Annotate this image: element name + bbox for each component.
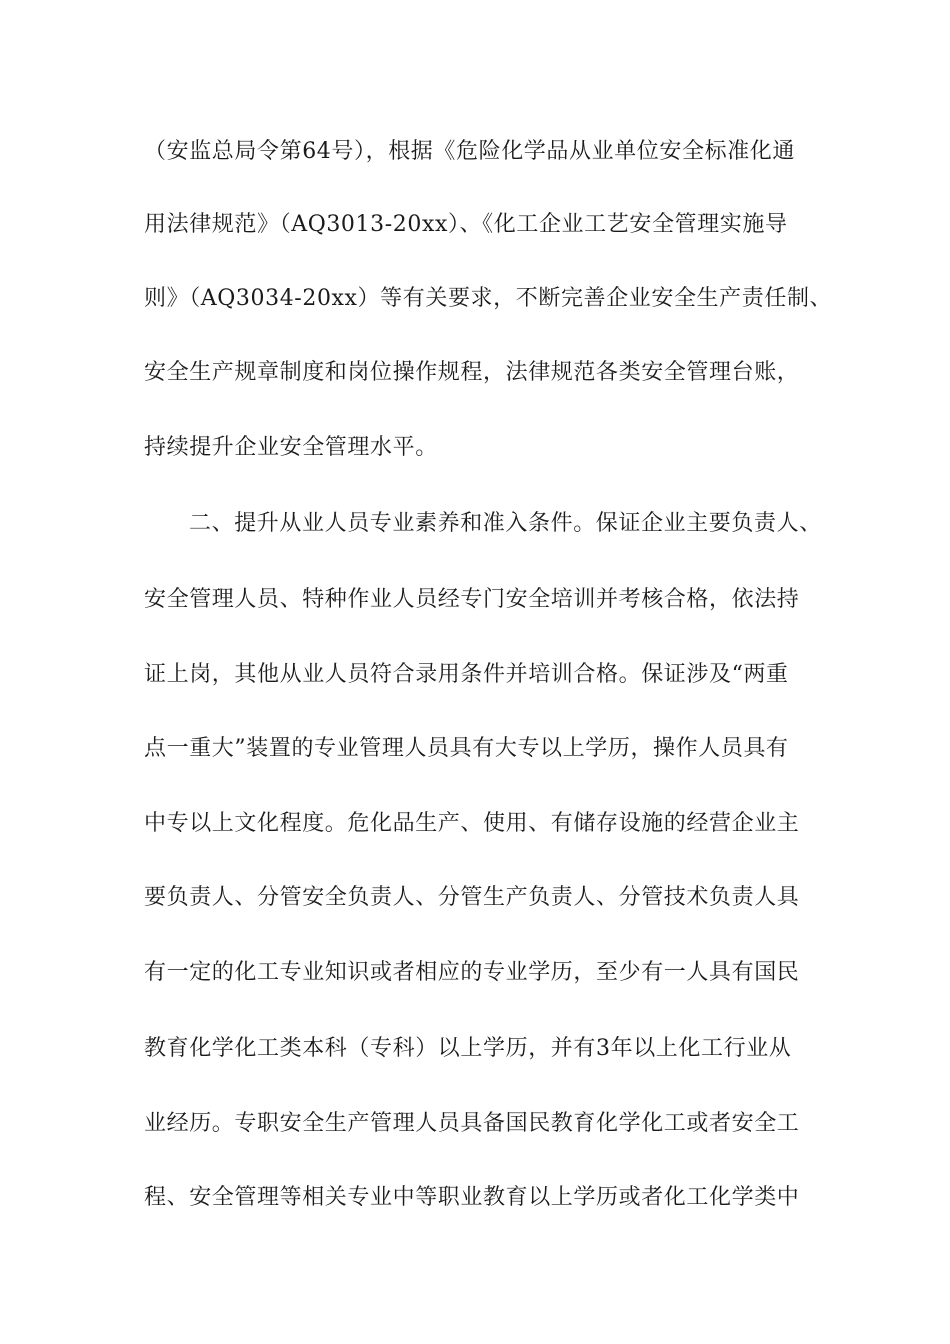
text-line: 业经历。专职安全生产管理人员具备国民教育化学化工或者安全工 (144, 1111, 800, 1136)
text-line: 证上岗，其他从业人员符合录用条件并培训合格。保证涉及“两重 (144, 662, 789, 687)
text-line: （安监总局令第64号），根据《危险化学品从业单位安全标准化通 (144, 139, 795, 164)
text-line: 持续提升企业安全管理水平。 (144, 435, 438, 460)
text-line: 中专以上文化程度。危化品生产、使用、有储存设施的经营企业主 (144, 811, 800, 836)
text-line: 安全管理人员、特种作业人员经专门安全培训并考核合格，依法持 (144, 587, 800, 612)
text-line: 程、安全管理等相关专业中等职业教育以上学历或者化工化学类中 (144, 1185, 800, 1210)
text-line: 要负责人、分管安全负责人、分管生产负责人、分管技术负责人具 (144, 885, 800, 910)
text-line: 则》（AQ3034-20xx）等有关要求，不断完善企业安全生产责任制、 (144, 286, 833, 311)
text-line: 有一定的化工专业知识或者相应的专业学历，至少有一人具有国民 (144, 960, 800, 985)
text-line: 教育化学化工类本科（专科）以上学历，并有3年以上化工行业从 (144, 1036, 792, 1061)
text-line: 点一重大”装置的专业管理人员具有大专以上学历，操作人员具有 (144, 736, 789, 761)
text-line: 用法律规范》（AQ3013-20xx）、《化工企业工艺安全管理实施导 (144, 212, 788, 237)
section-heading-line: 二、提升从业人员专业素养和准入条件。保证企业主要负责人、 (189, 511, 822, 536)
text-line: 安全生产规章制度和岗位操作规程，法律规范各类安全管理台账， (144, 360, 800, 385)
